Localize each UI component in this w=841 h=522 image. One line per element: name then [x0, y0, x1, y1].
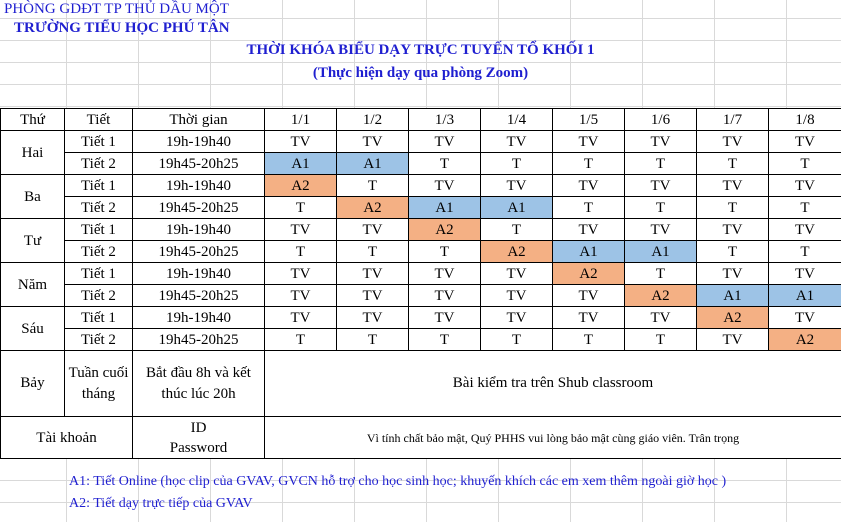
subject-cell: TV — [697, 329, 769, 351]
subject-cell: T — [481, 219, 553, 241]
subject-cell: TV — [337, 263, 409, 285]
legend-a1: A1: Tiết Online (học clip của GVAV, GVCN hỗ trợ cho học sinh học; khuyến khích các em xem thêm ngoài giờ học ) — [69, 474, 727, 489]
subject-cell: TV — [625, 307, 697, 329]
subject-cell: TV — [481, 131, 553, 153]
day-cell: Bảy — [1, 351, 65, 417]
account-row — [1, 417, 841, 459]
column-header: Thời gian — [133, 109, 265, 131]
subject-cell: TV — [409, 175, 481, 197]
subject-cell: TV — [409, 131, 481, 153]
time-cell: 19h-19h40 — [133, 307, 265, 329]
subject-cell: T — [553, 197, 625, 219]
subject-cell: TV — [625, 131, 697, 153]
column-header: 1/8 — [769, 109, 841, 131]
period-cell: Tiết 2 — [65, 285, 133, 307]
subject-cell: A2 — [409, 219, 481, 241]
subject-cell: TV — [697, 131, 769, 153]
header-row — [1, 109, 841, 131]
column-header: Tiết — [65, 109, 133, 131]
subject-cell: A1 — [265, 153, 337, 175]
subject-cell: A1 — [697, 285, 769, 307]
subject-cell: TV — [697, 175, 769, 197]
period-cell: Tiết 1 — [65, 263, 133, 285]
saturday-row — [1, 351, 841, 417]
subject-cell: TV — [265, 219, 337, 241]
period-cell: Tiết 2 — [65, 329, 133, 351]
subject-cell: A2 — [625, 285, 697, 307]
subject-cell: A2 — [553, 263, 625, 285]
time-cell: 19h-19h40 — [133, 175, 265, 197]
subject-cell: TV — [265, 307, 337, 329]
time-cell: 19h45-20h25 — [133, 197, 265, 219]
time-cell: Bắt đầu 8h và kết thúc lúc 20h — [133, 351, 265, 417]
table-row — [1, 153, 841, 175]
schedule-subtitle: (Thực hiện dạy qua phòng Zoom) — [312, 65, 529, 81]
time-cell: 19h45-20h25 — [133, 241, 265, 263]
subject-cell: T — [769, 153, 841, 175]
subject-cell: TV — [769, 307, 841, 329]
column-header: Thứ — [1, 109, 65, 131]
subject-cell: T — [625, 153, 697, 175]
day-cell: Năm — [1, 263, 65, 307]
subject-cell: TV — [481, 307, 553, 329]
subject-cell: T — [265, 197, 337, 219]
subject-cell: TV — [769, 131, 841, 153]
saturday-note: Bài kiểm tra trên Shub classroom — [265, 351, 841, 417]
subject-cell: T — [625, 329, 697, 351]
subject-cell: TV — [769, 263, 841, 285]
period-cell: Tiết 1 — [65, 219, 133, 241]
subject-cell: TV — [337, 307, 409, 329]
subject-cell: A2 — [337, 197, 409, 219]
subject-cell: TV — [337, 131, 409, 153]
period-cell: Tiết 2 — [65, 153, 133, 175]
subject-cell: TV — [409, 263, 481, 285]
subject-cell: TV — [697, 219, 769, 241]
table-row — [1, 241, 841, 263]
table-row — [1, 285, 841, 307]
subject-cell: A2 — [769, 329, 841, 351]
subject-cell: T — [697, 197, 769, 219]
period-cell: Tiết 2 — [65, 241, 133, 263]
subject-cell: TV — [625, 175, 697, 197]
security-note: Vì tính chất bảo mật, Quý PHHS vui lòng bảo mật cùng giáo viên. Trân trọng — [265, 417, 841, 459]
subject-cell: A1 — [625, 241, 697, 263]
subject-cell: TV — [625, 219, 697, 241]
subject-cell: T — [697, 241, 769, 263]
column-header: 1/1 — [265, 109, 337, 131]
subject-cell: T — [769, 197, 841, 219]
subject-cell: T — [265, 241, 337, 263]
department-name: PHÒNG GDĐT TP THỦ DẦU MỘT — [4, 1, 229, 17]
subject-cell: T — [553, 153, 625, 175]
subject-cell: TV — [553, 175, 625, 197]
subject-cell: A1 — [481, 197, 553, 219]
period-cell: Tiết 1 — [65, 175, 133, 197]
subject-cell: T — [265, 329, 337, 351]
subject-cell: A1 — [553, 241, 625, 263]
table-row — [1, 263, 841, 285]
subject-cell: T — [337, 329, 409, 351]
subject-cell: TV — [769, 219, 841, 241]
column-header: 1/2 — [337, 109, 409, 131]
table-row — [1, 307, 841, 329]
subject-cell: T — [337, 241, 409, 263]
subject-cell: T — [481, 329, 553, 351]
subject-cell: TV — [265, 131, 337, 153]
time-cell: 19h45-20h25 — [133, 153, 265, 175]
school-name: TRƯỜNG TIỂU HỌC PHÚ TÂN — [14, 20, 230, 36]
subject-cell: TV — [481, 175, 553, 197]
time-cell: 19h45-20h25 — [133, 285, 265, 307]
time-cell: 19h45-20h25 — [133, 329, 265, 351]
period-cell: Tiết 2 — [65, 197, 133, 219]
table-row — [1, 197, 841, 219]
timetable — [0, 108, 841, 459]
subject-cell: T — [481, 153, 553, 175]
subject-cell: T — [697, 153, 769, 175]
subject-cell: T — [409, 153, 481, 175]
day-cell: Ba — [1, 175, 65, 219]
password-label: Password — [169, 439, 228, 456]
period-cell: Tuần cuối tháng — [65, 351, 133, 417]
day-cell: Hai — [1, 131, 65, 175]
table-row — [1, 219, 841, 241]
subject-cell: TV — [265, 263, 337, 285]
subject-cell: TV — [553, 285, 625, 307]
subject-cell: TV — [337, 219, 409, 241]
legend-a2: A2: Tiết dạy trực tiếp của GVAV — [69, 496, 253, 511]
table-row — [1, 175, 841, 197]
subject-cell: T — [625, 197, 697, 219]
subject-cell: A2 — [481, 241, 553, 263]
subject-cell: TV — [553, 219, 625, 241]
subject-cell: T — [769, 241, 841, 263]
account-label: Tài khoản — [1, 417, 133, 459]
time-cell: 19h-19h40 — [133, 263, 265, 285]
subject-cell: A1 — [769, 285, 841, 307]
subject-cell: A1 — [337, 153, 409, 175]
day-cell: Sáu — [1, 307, 65, 351]
subject-cell: TV — [337, 285, 409, 307]
table-row — [1, 131, 841, 153]
table-row — [1, 329, 841, 351]
column-header: 1/5 — [553, 109, 625, 131]
subject-cell: A1 — [409, 197, 481, 219]
subject-cell: T — [409, 241, 481, 263]
subject-cell: TV — [265, 285, 337, 307]
time-cell: 19h-19h40 — [133, 219, 265, 241]
subject-cell: A2 — [697, 307, 769, 329]
column-header: 1/3 — [409, 109, 481, 131]
subject-cell: TV — [481, 285, 553, 307]
subject-cell: TV — [409, 285, 481, 307]
subject-cell: A2 — [265, 175, 337, 197]
subject-cell: TV — [769, 175, 841, 197]
column-header: 1/6 — [625, 109, 697, 131]
subject-cell: TV — [409, 307, 481, 329]
day-cell: Tư — [1, 219, 65, 263]
period-cell: Tiết 1 — [65, 307, 133, 329]
subject-cell: T — [409, 329, 481, 351]
time-cell: 19h-19h40 — [133, 131, 265, 153]
subject-cell: T — [553, 329, 625, 351]
subject-cell: TV — [697, 263, 769, 285]
subject-cell: TV — [553, 307, 625, 329]
account-credentials — [133, 417, 265, 459]
column-header: 1/7 — [697, 109, 769, 131]
schedule-title: THỜI KHÓA BIỂU DẠY TRỰC TUYẾN TỔ KHỐI 1 — [246, 42, 595, 58]
subject-cell: T — [625, 263, 697, 285]
subject-cell: T — [337, 175, 409, 197]
subject-cell: TV — [481, 263, 553, 285]
id-label: ID — [190, 419, 207, 436]
period-cell: Tiết 1 — [65, 131, 133, 153]
subject-cell: TV — [553, 131, 625, 153]
column-header: 1/4 — [481, 109, 553, 131]
